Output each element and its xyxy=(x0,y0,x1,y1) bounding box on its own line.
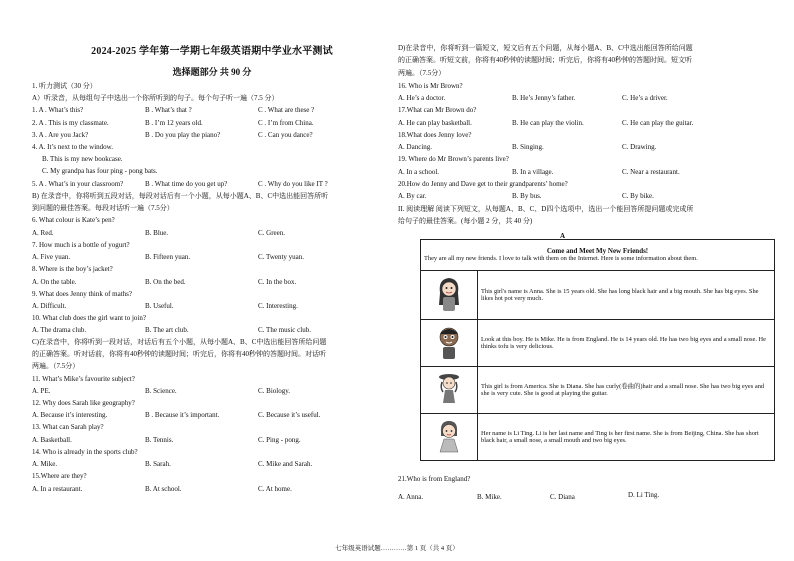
q10-option-a: A. The drama club. xyxy=(32,326,87,334)
q20-option-b: B. By bus. xyxy=(512,192,542,200)
q5-option-c: C . Why do you like IT ? xyxy=(258,180,328,188)
q11-option-a: A. PE. xyxy=(32,387,51,395)
q14-option-b: B. Sarah. xyxy=(145,460,171,468)
q13-option-b: B. Tennis. xyxy=(145,436,174,444)
q17-stem: 17.What can Mr Brown do? xyxy=(398,106,477,114)
q16-option-c: C. He’s a driver. xyxy=(622,94,668,102)
q19-option-a: A. In a school. xyxy=(398,168,440,176)
q19-stem: 19. Where do Mr Brown’s parents live? xyxy=(398,155,509,163)
q9-stem: 9. What does Jenny think of maths? xyxy=(32,290,132,298)
part-a-instruction: A）听录音，从每组句子中选出一个你所听到的句子。每个句子听一遍（7.5 分） xyxy=(32,94,279,102)
q13-option-a: A. Basketball. xyxy=(32,436,72,444)
q15-option-a: A. In a restaurant. xyxy=(32,485,83,493)
q21-stem: 21.Who is from England? xyxy=(398,475,471,483)
q4-option-c: C. My grandpa has four ping - pong bats. xyxy=(42,167,158,175)
q12-option-b: B . Because it’s important. xyxy=(145,411,220,419)
q6-option-a: A. Red. xyxy=(32,229,54,237)
q20-stem: 20.How do Jenny and Dave get to their grandparents’ home? xyxy=(398,180,568,188)
friend-description-liting: Her name is Li Ting. Li is her last name and Ting is her first name. She is from Beijing, China. She has short black hair, a small nose, a small mouth and two big eyes. xyxy=(478,414,775,461)
q1-option-a: 1. A . What’s this? xyxy=(32,106,84,114)
q11-stem: 11. What’s Mike’s favourite subject? xyxy=(32,375,135,383)
friend-description-diana: This girl is from America. She is Diana. She has curly(卷曲的)hair and a small nose. She has two big eyes and she is very cute. She is good at playing the guitar. xyxy=(478,367,775,414)
q21-option-d: D. Li Ting. xyxy=(628,491,660,499)
q17-option-b: B. He can play the violin. xyxy=(512,119,584,127)
q12-option-a: A. Because it’s interesting. xyxy=(32,411,108,419)
q21-option-a: A. Anna. xyxy=(398,493,424,501)
q18-option-c: C. Drawing. xyxy=(622,143,657,151)
q17-option-c: C. He can play the guitar. xyxy=(622,119,694,127)
q5-option-b: B . What time do you get up? xyxy=(145,180,228,188)
q15-stem: 15.Where are they? xyxy=(32,472,87,480)
q9-option-b: B. Useful. xyxy=(145,302,174,310)
q21-option-c: C. Diana xyxy=(550,493,575,501)
part-d-instruction-3: 两遍。（7.5分） xyxy=(398,69,446,77)
q20-option-a: A. By car. xyxy=(398,192,427,200)
q6-option-c: C. Green. xyxy=(258,229,286,237)
q14-option-a: A. Mike. xyxy=(32,460,58,468)
q2-option-b: B . I’m 12 years old. xyxy=(145,119,203,127)
q13-stem: 13. What can Sarah play? xyxy=(32,423,104,431)
part-c-instruction-2: 的正确答案。听对话前，你将有40秒钟的读题时间；听完后，你将有40秒钟的答题时间。对话听 xyxy=(32,350,326,358)
table-intro: They are all my new friends. I love to talk with them on the Internet. Here is some information about them. xyxy=(424,255,698,263)
q8-option-b: B. On the bed. xyxy=(145,278,186,286)
q2-option-c: C . I’m from China. xyxy=(258,119,314,127)
part-c-instruction-1: C)在录音中，你将听到一段对话，对话后有五个小题，从每小题A、B、C中选出能回答所给问题 xyxy=(32,338,327,346)
q19-option-c: C. Near a restaurant. xyxy=(622,168,680,176)
q11-option-b: B. Science. xyxy=(145,387,177,395)
girl-liting-icon xyxy=(421,414,478,461)
q10-stem: 10. What club does the girl want to join? xyxy=(32,314,146,322)
q9-option-a: A. Difficult. xyxy=(32,302,67,310)
listening-heading: 1. 听力测试（30 分） xyxy=(32,82,97,90)
table-row xyxy=(421,320,775,367)
part-c-instruction-3: 两遍。（7.5分） xyxy=(32,362,80,370)
q12-stem: 12. Why does Sarah like geography? xyxy=(32,399,135,407)
q3-option-a: 3. A . Are you Jack? xyxy=(32,131,89,139)
reading-instruction-1: II. 阅读理解 阅读下列短文，从每题A、B、C、D四个选项中，选出一个能回答所提问题或完成所 xyxy=(398,205,694,213)
q10-option-b: B. The art club. xyxy=(145,326,189,334)
q1-option-b: B . What’s that ? xyxy=(145,106,192,114)
q4-option-b: B. This is my new bookcase. xyxy=(42,155,123,163)
q17-option-a: A. He can play basketball. xyxy=(398,119,472,127)
girl-diana-icon xyxy=(421,367,478,414)
friend-description-mike: Look at this boy. He is Mike. He is from England. He is 14 years old. He has two big eyes and a small nose. He thinks tofu is very delicious. xyxy=(478,320,775,367)
part-b-instruction-2: 到问题的最佳答案。每段对话听一遍（7.5分） xyxy=(32,204,174,212)
table-title: Come and Meet My New Friends! xyxy=(546,247,649,256)
q14-option-c: C. Mike and Sarah. xyxy=(258,460,313,468)
q16-option-a: A. He’s a doctor. xyxy=(398,94,446,102)
q7-stem: 7. How much is a bottle of yogurt? xyxy=(32,241,130,249)
q13-option-c: C. Ping - pong. xyxy=(258,436,301,444)
q9-option-c: C. Interesting. xyxy=(258,302,298,310)
q18-option-b: B. Singing. xyxy=(512,143,544,151)
part-d-instruction-1: D)在录音中，你将听到一篇短文，短文后有五个问题，从每小题A、B、C中选出能回答所给问题 xyxy=(398,44,693,52)
q12-option-c: C. Because it’s useful. xyxy=(258,411,321,419)
q16-stem: 16. Who is Mr Brown? xyxy=(398,82,463,90)
q4-option-a: 4. A. It’s next to the window. xyxy=(32,143,114,151)
q8-option-c: C. In the box. xyxy=(258,278,297,286)
boy-mike-icon xyxy=(421,320,478,367)
q1-option-c: C . What are these ? xyxy=(258,106,315,114)
q20-option-c: C. By bike. xyxy=(622,192,654,200)
table-row xyxy=(421,414,775,461)
q7-option-b: B. Fifteen yuan. xyxy=(145,253,191,261)
exam-title: 2024-2025 学年第一学期七年级英语期中学业水平测试 xyxy=(91,46,333,57)
q7-option-c: C. Twenty yuan. xyxy=(258,253,305,261)
part-d-instruction-2: 的正确答案。听短文前，你将有40秒钟的读题时间；听完后，你将有40秒钟的答题时间。短文听 xyxy=(398,56,692,64)
table-header-cell xyxy=(421,240,775,271)
q15-option-b: B. At school. xyxy=(145,485,182,493)
q18-option-a: A. Dancing. xyxy=(398,143,433,151)
girl-anna-icon xyxy=(421,271,478,320)
q8-stem: 8. Where is the boy’s jacket? xyxy=(32,265,113,273)
q16-option-b: B. He’s Jenny’s father. xyxy=(512,94,576,102)
q8-option-a: A. On the table. xyxy=(32,278,77,286)
q10-option-c: C. The music club. xyxy=(258,326,311,334)
q7-option-a: A. Five yuan. xyxy=(32,253,71,261)
table-row xyxy=(421,367,775,414)
friends-table xyxy=(420,239,775,461)
q3-option-c: C . Can you dance? xyxy=(258,131,313,139)
reading-instruction-2: 给句子的最佳答案。(每小题 2 分，共 40 分) xyxy=(398,217,533,225)
q5-option-a: 5. A . What’s in your classroom? xyxy=(32,180,124,188)
q6-option-b: B. Blue. xyxy=(145,229,169,237)
part-b-instruction-1: B) 在录音中，你将听到五段对话，每段对话后有一个小题，从每小题A、B、C中选出能回答所听 xyxy=(32,192,329,200)
q3-option-b: B . Do you play the piano? xyxy=(145,131,221,139)
table-row xyxy=(421,271,775,320)
q14-stem: 14. Who is already in the sports club? xyxy=(32,448,138,456)
q2-option-a: 2. A . This is my classmate. xyxy=(32,119,109,127)
q11-option-c: C. Biology. xyxy=(258,387,291,395)
page-footer: 七年级英语试题…………第 1 页（共 4 页） xyxy=(335,545,459,552)
q18-stem: 18.What does Jenny love? xyxy=(398,131,472,139)
friend-description-anna: This girl's name is Anna. She is 15 years old. She has long black hair and a big mouth. She has big eyes. She likes hot pot very much. xyxy=(478,271,775,320)
q21-option-b: B. Mike. xyxy=(477,493,502,501)
q19-option-b: B. In a village. xyxy=(512,168,554,176)
passage-a-label: A xyxy=(560,232,566,240)
q15-option-c: C. At home. xyxy=(258,485,292,493)
q6-stem: 6. What colour is Kate’s pen? xyxy=(32,216,115,224)
section-subtitle: 选择题部分 共 90 分 xyxy=(172,67,252,77)
